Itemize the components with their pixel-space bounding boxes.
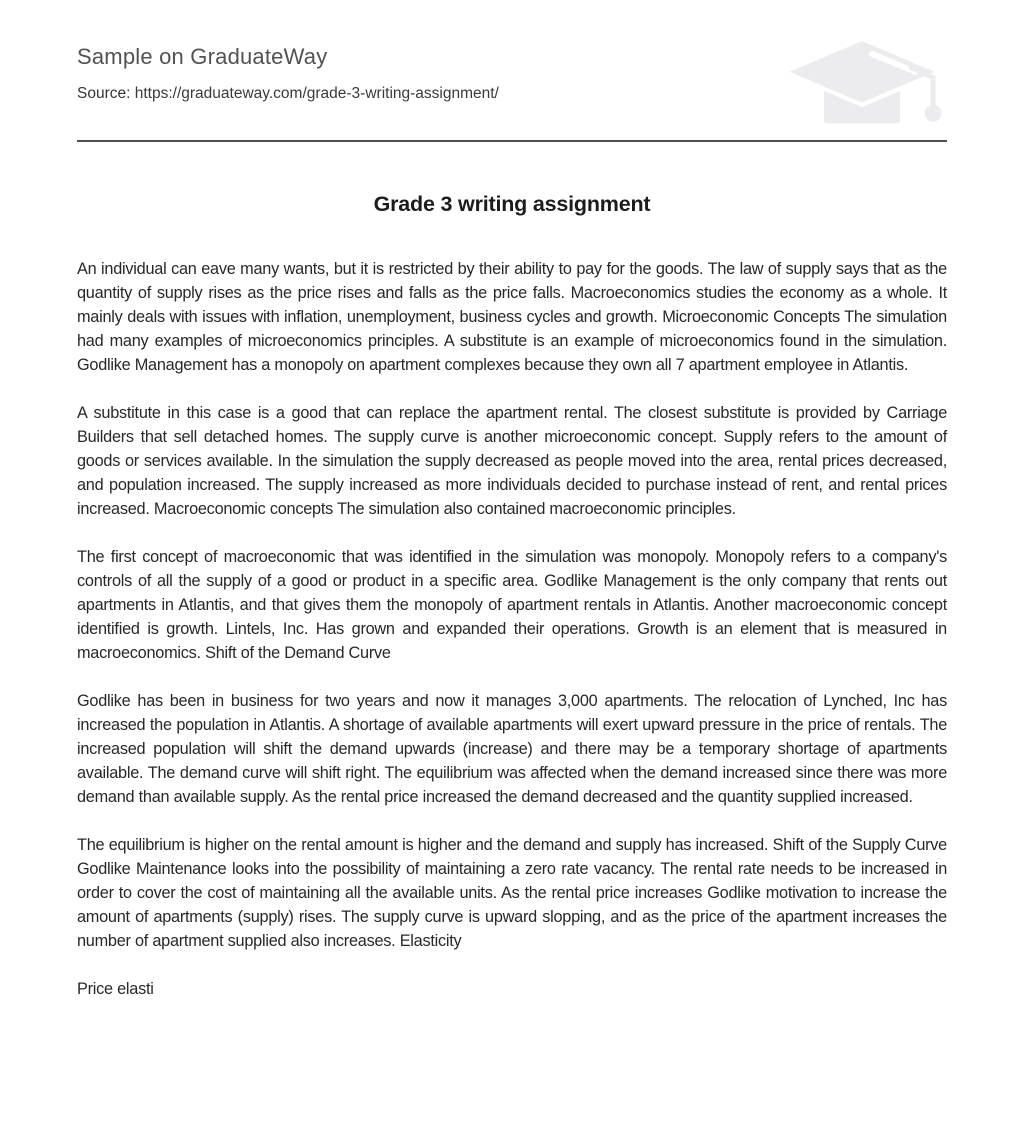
document-body [77,257,947,1001]
document-paragraph: The first concept of macroeconomic that was identified in the simulation was monopoly. Monopoly refers to a company's controls of all the supply of a good or product in a specific area. Godlike Management is the only company that rents out apartments in Atlantis, and that gives them the monopoly of apartment rentals in Atlantis. Another macroeconomic concept identified is growth. Lintels, Inc. Has grown and expanded their operations. Growth is an element that is measured in macroeconomics. Shift of the Demand Curve [77,548,947,662]
source-label: Source: [77,85,131,102]
document-paragraph: A substitute in this case is a good that can replace the apartment rental. The closest substitute is provided by Carriage Builders that sell detached homes. The supply curve is another microeconomic concept. Supply refers to the amount of goods or services available. In the simulation the supply decreased as people moved into the area, rental prices decreased, and population increased. The supply increased as more individuals decided to purchase instead of rent, and rental prices increased. Macroeconomic concepts The simulation also contained macroeconomic principles. [77,404,947,518]
page-header [77,44,947,103]
site-title: Sample on GraduateWay [77,44,328,69]
page [77,0,947,1001]
document-paragraph: The equilibrium is higher on the rental amount is higher and the demand and supply has increased. Shift of the Supply Curve Godlike Maintenance looks into the possibility of maintaining a zero rate vacancy. The rental rate needs to be increased in order to cover the cost of maintaining all the available units. As the rental price increases Godlike motivation to increase the amount of apartments (supply) rises. The supply curve is upward slopping, and as the price of the apartment increases the number of apartment supplied also increases. Elasticity [77,836,947,950]
document-paragraph: Godlike has been in business for two years and now it manages 3,000 apartments. The relocation of Lynched, Inc has increased the population in Atlantis. A shortage of available apartments will exert upward pressure in the price of rentals. The increased population will shift the demand upwards (increase) and there may be a temporary shortage of apartments available. The demand curve will shift right. The equilibrium was affected when the demand increased since there was more demand than available supply. As the rental price increased the demand decreased and the quantity supplied increased. [77,692,947,806]
document-paragraph: Price elasti [77,980,154,998]
graduation-cap-icon [777,32,947,142]
document-title: Grade 3 writing assignment [373,192,651,216]
source-url-link[interactable]: https://graduateway.com/grade-3-writing-assignment/ [134,85,499,102]
document-paragraph: An individual can eave many wants, but it is restricted by their ability to pay for the goods. The law of supply says that as the quantity of supply rises as the price rises and falls as the price falls. Macroeconomics studies the economy as a whole. It mainly deals with issues with inflation, unemployment, business cycles and growth. Microeconomic Concepts The simulation had many examples of microeconomics principles. A substitute is an example of microeconomics found in the simulation. Godlike Management has a monopoly on apartment complexes because they own all 7 apartment employee in Atlantis. [77,260,947,374]
